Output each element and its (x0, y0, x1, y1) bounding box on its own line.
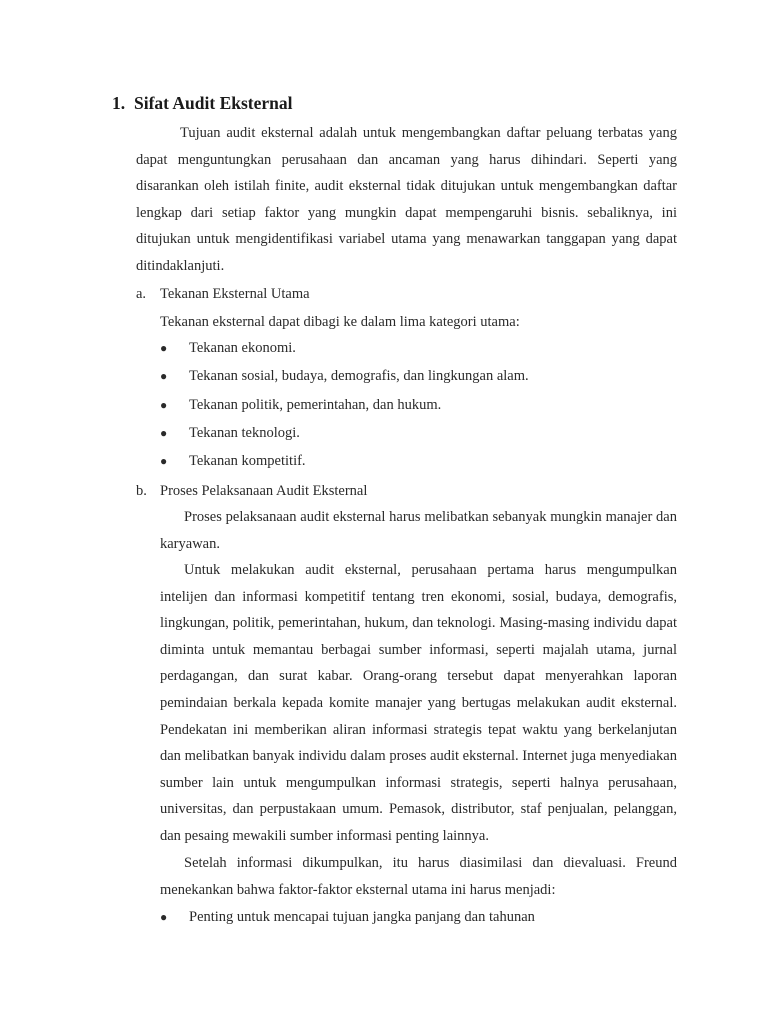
subsection-a-intro: Tekanan eksternal dapat dibagi ke dalam lima kategori utama: (160, 314, 520, 330)
list-item (160, 338, 529, 366)
subsection-b-letter: b. (136, 483, 147, 499)
list-item-text: Penting untuk mencapai tujuan jangka panjang dan tahunan (189, 909, 535, 925)
subsection-b-paragraph-1: Proses pelaksanaan audit eksternal harus melibatkan sebanyak mungkin manajer dan karyawan. (160, 509, 677, 552)
heading-title: Sifat Audit Eksternal (134, 93, 293, 113)
list-item (160, 423, 529, 451)
bullet-icon: ● (160, 397, 168, 412)
list-item (160, 451, 529, 479)
heading-number: 1. (112, 93, 126, 113)
bullet-icon: ● (160, 369, 168, 384)
bullet-icon: ● (160, 341, 168, 355)
subsection-b-paragraph-2: Untuk melakukan audit eksternal, perusahaan pertama harus mengumpulkan intelijen dan informasi kompetitif tentang tren ekonomi, sosial, budaya, demografis, lingkungan, politik, pemerintahan, hukum, dan teknologi. Masing-masing individu dapat diminta untuk memantau berbagai sumber informasi, seperti majalah utama, jurnal perdagangan, dan surat kabar. Orang-orang tersebut dapat menyerahkan laporan pemindaian berkala kepada komite manajer yang bertugas melakukan audit eksternal. Pendekatan ini memberikan aliran informasi strategis tepat waktu yang berkelanjutan dan melibatkan banyak individu dalam proses audit eksternal. Internet juga menyediakan sumber lain untuk mengumpulkan informasi strategis, seperti halnya perusahaan, universitas, dan perpustakaan umum. Pemasok, distributor, staf penjualan, pelanggan, dan pesaing mewakili sumber informasi penting lainnya. (160, 562, 677, 844)
list-item-text: Tekanan teknologi. (189, 424, 300, 441)
list-item (160, 366, 529, 394)
subsection-a-title (136, 284, 310, 304)
pressure-list (160, 338, 529, 479)
bullet-icon: ● (160, 910, 168, 924)
list-item-text: Tekanan politik, pemerintahan, dan hukum. (189, 396, 442, 413)
list-item-text: Tekanan sosial, budaya, demografis, dan lingkungan alam. (189, 368, 529, 385)
subsection-b-label: Proses Pelaksanaan Audit Eksternal (160, 483, 368, 499)
intro-paragraph: Tujuan audit eksternal adalah untuk mengembangkan daftar peluang terbatas yang dapat menguntungkan perusahaan dan ancaman yang harus dihindari. Seperti yang disarankan oleh istilah finite, audit eksternal tidak ditujukan untuk mengembangkan daftar lengkap dari setiap faktor yang mungkin dapat mempengaruhi bisnis. sebaliknya, ini ditujukan untuk mengidentifikasi variabel utama yang menawarkan tanggapan yang dapat ditindaklanjuti. (136, 125, 677, 274)
subsection-b-paragraph-3: Setelah informasi dikumpulkan, itu harus diasimilasi dan dievaluasi. Freund menekankan bahwa faktor-faktor eksternal utama ini harus menjadi: (160, 855, 677, 898)
list-item (160, 395, 529, 423)
subsection-a-letter: a. (136, 286, 147, 302)
list-item-text: Tekanan ekonomi. (189, 340, 296, 356)
bullet-icon: ● (160, 425, 168, 440)
subsection-a-label: Tekanan Eksternal Utama (160, 286, 310, 302)
list-item-text: Tekanan kompetitif. (189, 453, 306, 470)
list-item (160, 907, 535, 927)
subsection-b-title (136, 481, 367, 501)
bullet-icon: ● (160, 454, 168, 469)
section-heading (112, 93, 293, 114)
